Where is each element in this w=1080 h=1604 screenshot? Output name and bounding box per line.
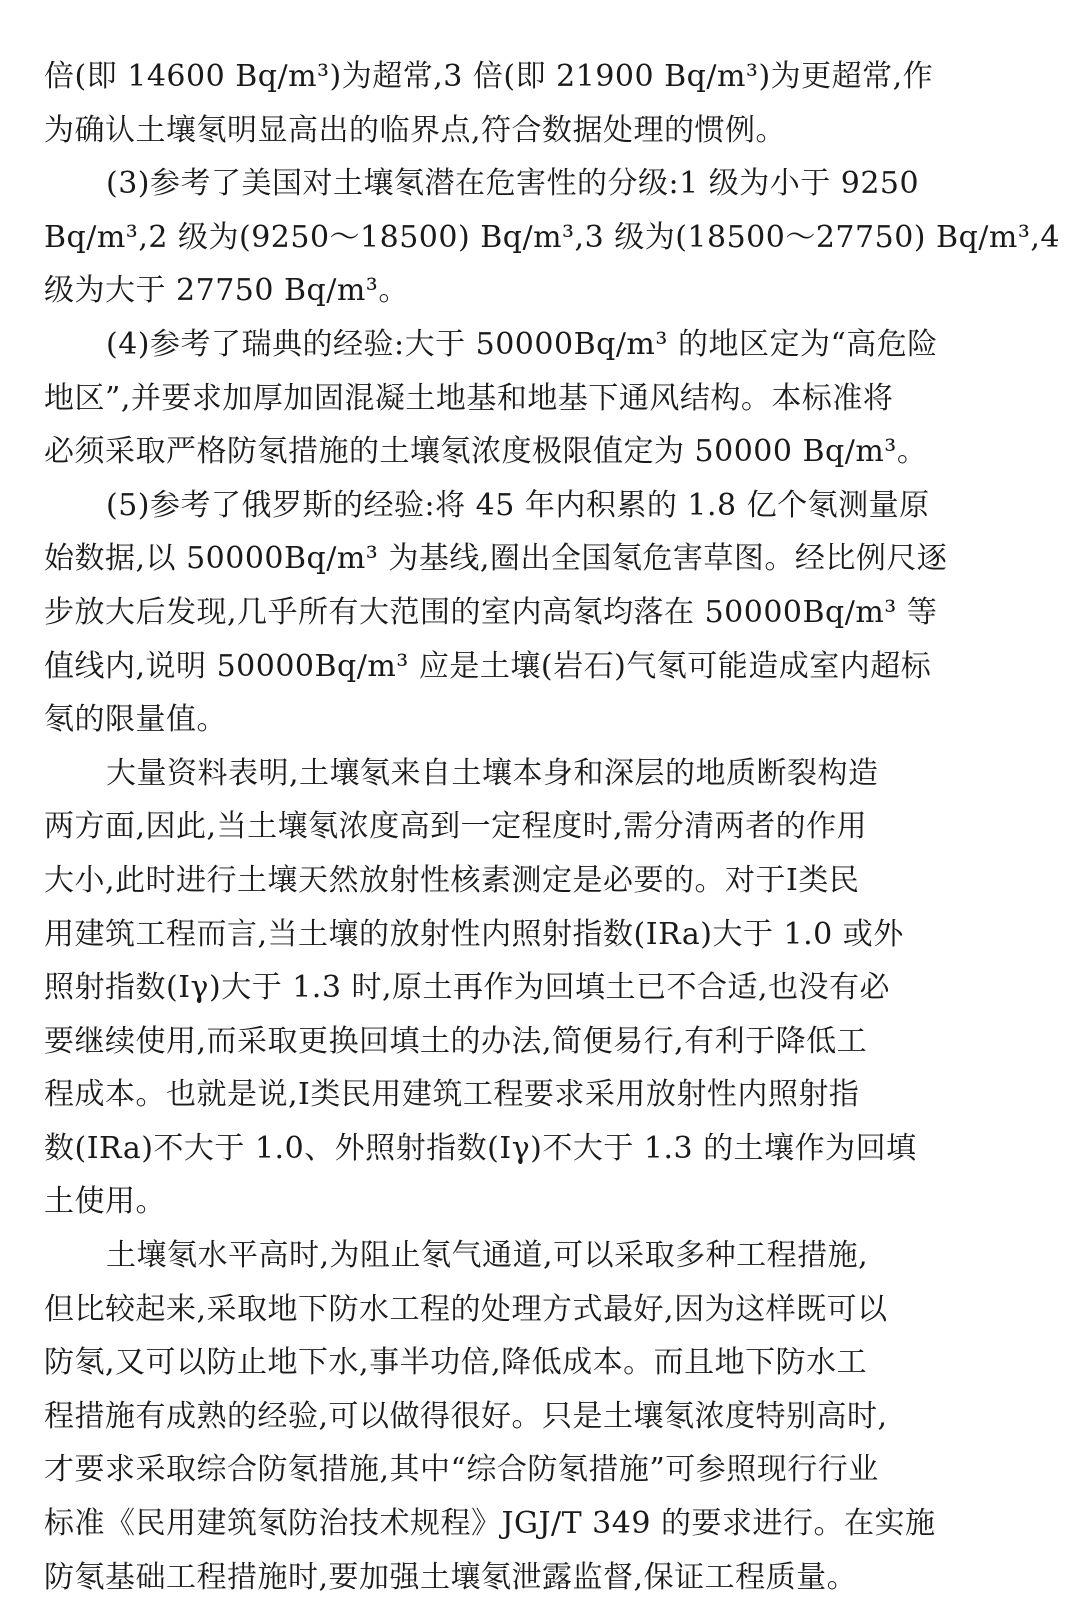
text-line: 用建筑工程而言,当土壤的放射性内照射指数(IRa)大于 1.0 或外 xyxy=(44,916,904,952)
paragraph-5 xyxy=(44,747,1010,1229)
text-line: 级为大于 27750 Bq/m³。 xyxy=(44,273,409,309)
text-line: 大小,此时进行土壤天然放射性核素测定是必要的。对于Ⅰ类民 xyxy=(44,862,860,898)
paragraph-3 xyxy=(44,318,1010,479)
paragraph-4 xyxy=(44,479,1010,747)
document-page xyxy=(44,50,1060,1604)
paragraph-6 xyxy=(44,1229,1010,1604)
text-line: 但比较起来,采取地下防水工程的处理方式最好,因为这样既可以 xyxy=(44,1291,888,1327)
text-line: 防氡,又可以防止地下水,事半功倍,降低成本。而且地下防水工 xyxy=(44,1345,868,1381)
text-line: 土壤氡水平高时,为阻止氡气通道,可以采取多种工程措施, xyxy=(106,1238,869,1274)
paragraph-1 xyxy=(44,50,1010,157)
text-line: 要继续使用,而采取更换回填土的办法,简便易行,有利于降低工 xyxy=(44,1023,868,1059)
text-line: Bq/m³,2 级为(9250～18500) Bq/m³,3 级为(18500～27750) Bq/m³,4 xyxy=(44,219,1060,255)
text-line: 程措施有成熟的经验,可以做得很好。只是土壤氡浓度特别高时, xyxy=(44,1398,888,1434)
text-line: 必须采取严格防氡措施的土壤氡浓度极限值定为 50000 Bq/m³。 xyxy=(44,434,928,470)
text-line: 程成本。也就是说,Ⅰ类民用建筑工程要求采用放射性内照射指 xyxy=(44,1077,860,1113)
text-line: 步放大后发现,几乎所有大范围的室内高氡均落在 50000Bq/m³ 等 xyxy=(44,594,938,630)
text-line: 才要求采取综合防氡措施,其中“综合防氡措施”可参照现行行业 xyxy=(44,1452,879,1488)
text-line: 始数据,以 50000Bq/m³ 为基线,圈出全国氡危害草图。经比例尺逐 xyxy=(44,541,948,577)
text-line: (4)参考了瑞典的经验:大于 50000Bq/m³ 的地区定为“高危险 xyxy=(106,326,938,362)
text-line: 标准《民用建筑氡防治技术规程》JGJ/T 349 的要求进行。在实施 xyxy=(44,1506,936,1542)
text-line: 照射指数(Iγ)大于 1.3 时,原土再作为回填土已不合适,也没有必 xyxy=(44,970,891,1006)
text-line: 值线内,说明 50000Bq/m³ 应是土壤(岩石)气氡可能造成室内超标 xyxy=(44,648,932,684)
paragraph-2 xyxy=(44,157,1060,318)
text-line: (3)参考了美国对土壤氡潜在危害性的分级:1 级为小于 9250 xyxy=(106,166,920,202)
text-line: 倍(即 14600 Bq/m³)为超常,3 倍(即 21900 Bq/m³)为更超常,作 xyxy=(44,59,934,94)
text-line: 土使用。 xyxy=(44,1184,166,1220)
text-line: 氡的限量值。 xyxy=(44,702,227,738)
text-line: (5)参考了俄罗斯的经验:将 45 年内积累的 1.8 亿个氡测量原 xyxy=(106,487,930,523)
text-line: 地区”,并要求加厚加固混凝土地基和地基下通风结构。本标准将 xyxy=(44,380,894,416)
text-line: 为确认土壤氡明显高出的临界点,符合数据处理的惯例。 xyxy=(44,112,787,148)
text-line: 防氡基础工程措施时,要加强土壤氡泄露监督,保证工程质量。 xyxy=(44,1559,858,1595)
text-line: 两方面,因此,当土壤氡浓度高到一定程度时,需分清两者的作用 xyxy=(44,809,868,845)
text-line: 数(IRa)不大于 1.0、外照射指数(Iγ)不大于 1.3 的土壤作为回填 xyxy=(44,1130,917,1166)
text-line: 大量资料表明,土壤氡来自土壤本身和深层的地质断裂构造 xyxy=(106,755,879,791)
